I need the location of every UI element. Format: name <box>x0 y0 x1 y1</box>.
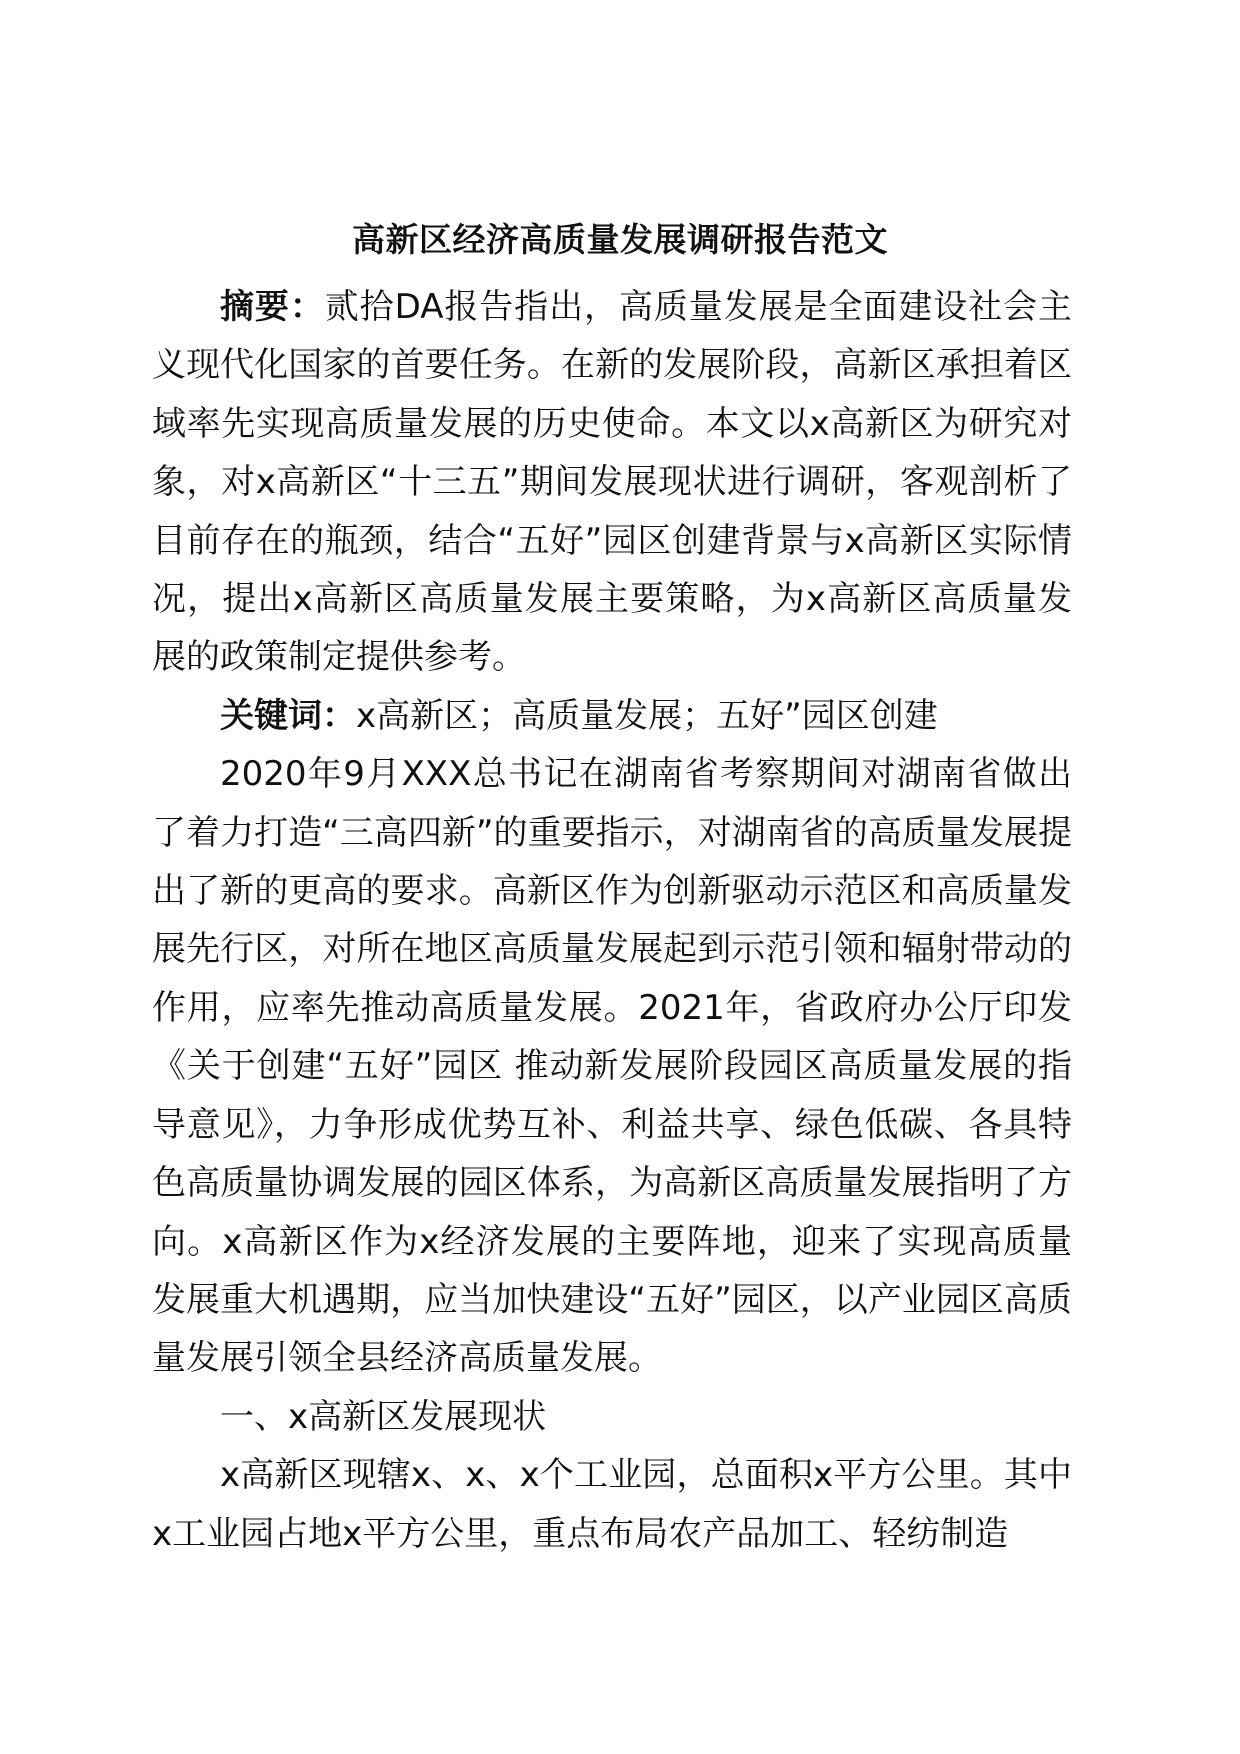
abstract-text: 贰拾DA报告指出，高质量发展是全面建设社会主义现代化国家的首要任务。在新的发展阶段，高新区承担着区域率先实现高质量发展的历史使命。本文以x高新区为研究对象，对x高新区“十三五”期间发展现状进行调研，客观剖析了目前存在的瓶颈，结合“五好”园区创建背景与x高新区实际情况，提出x高新区高质量发展主要策略，为x高新区高质量发展的政策制定提供参考。 <box>152 287 1073 678</box>
intro-paragraph: 2020年9月XXX总书记在湖南省考察期间对湖南省做出了着力打造“三高四新”的重要指示，对湖南省的高质量发展提出了新的更高的要求。高新区作为创新驱动示范区和高质量发展先行区，对所在地区高质量发展起到示范引领和辐射带动的作用，应率先推动高质量发展。2021年，省政府办公厅印发《关于创建“五好”园区 推动新发展阶段园区高质量发展的指导意见》，力争形成优势互补、利益共享、绿色低碳、各具特色高质量协调发展的园区体系，为高新区高质量发展指明了方向。x高新区作为x经济发展的主要阵地，迎来了实现高质量发展重大机遇期，应当加快建设“五好”园区，以产业园区高质量发展引领全县经济高质量发展。 <box>152 754 1072 1379</box>
keywords-label: 关键词： <box>220 695 356 736</box>
document-title: 高新区经济高质量发展调研报告范文 <box>352 220 888 259</box>
section-paragraph: x高新区现辖x、x、x个工业园，总面积x平方公里。其中x工业园占地x平方公里，重点布局农产品加工、轻纺制造 <box>152 1455 1072 1554</box>
abstract-paragraph <box>152 278 1072 687</box>
keywords-paragraph <box>152 687 1072 745</box>
keywords-text: x高新区；高质量发展；五好”园区创建 <box>356 695 938 736</box>
section-heading: 一、x高新区发展现状 <box>220 1396 547 1437</box>
abstract-label: 摘要： <box>220 287 325 327</box>
document-body <box>152 278 1072 1563</box>
